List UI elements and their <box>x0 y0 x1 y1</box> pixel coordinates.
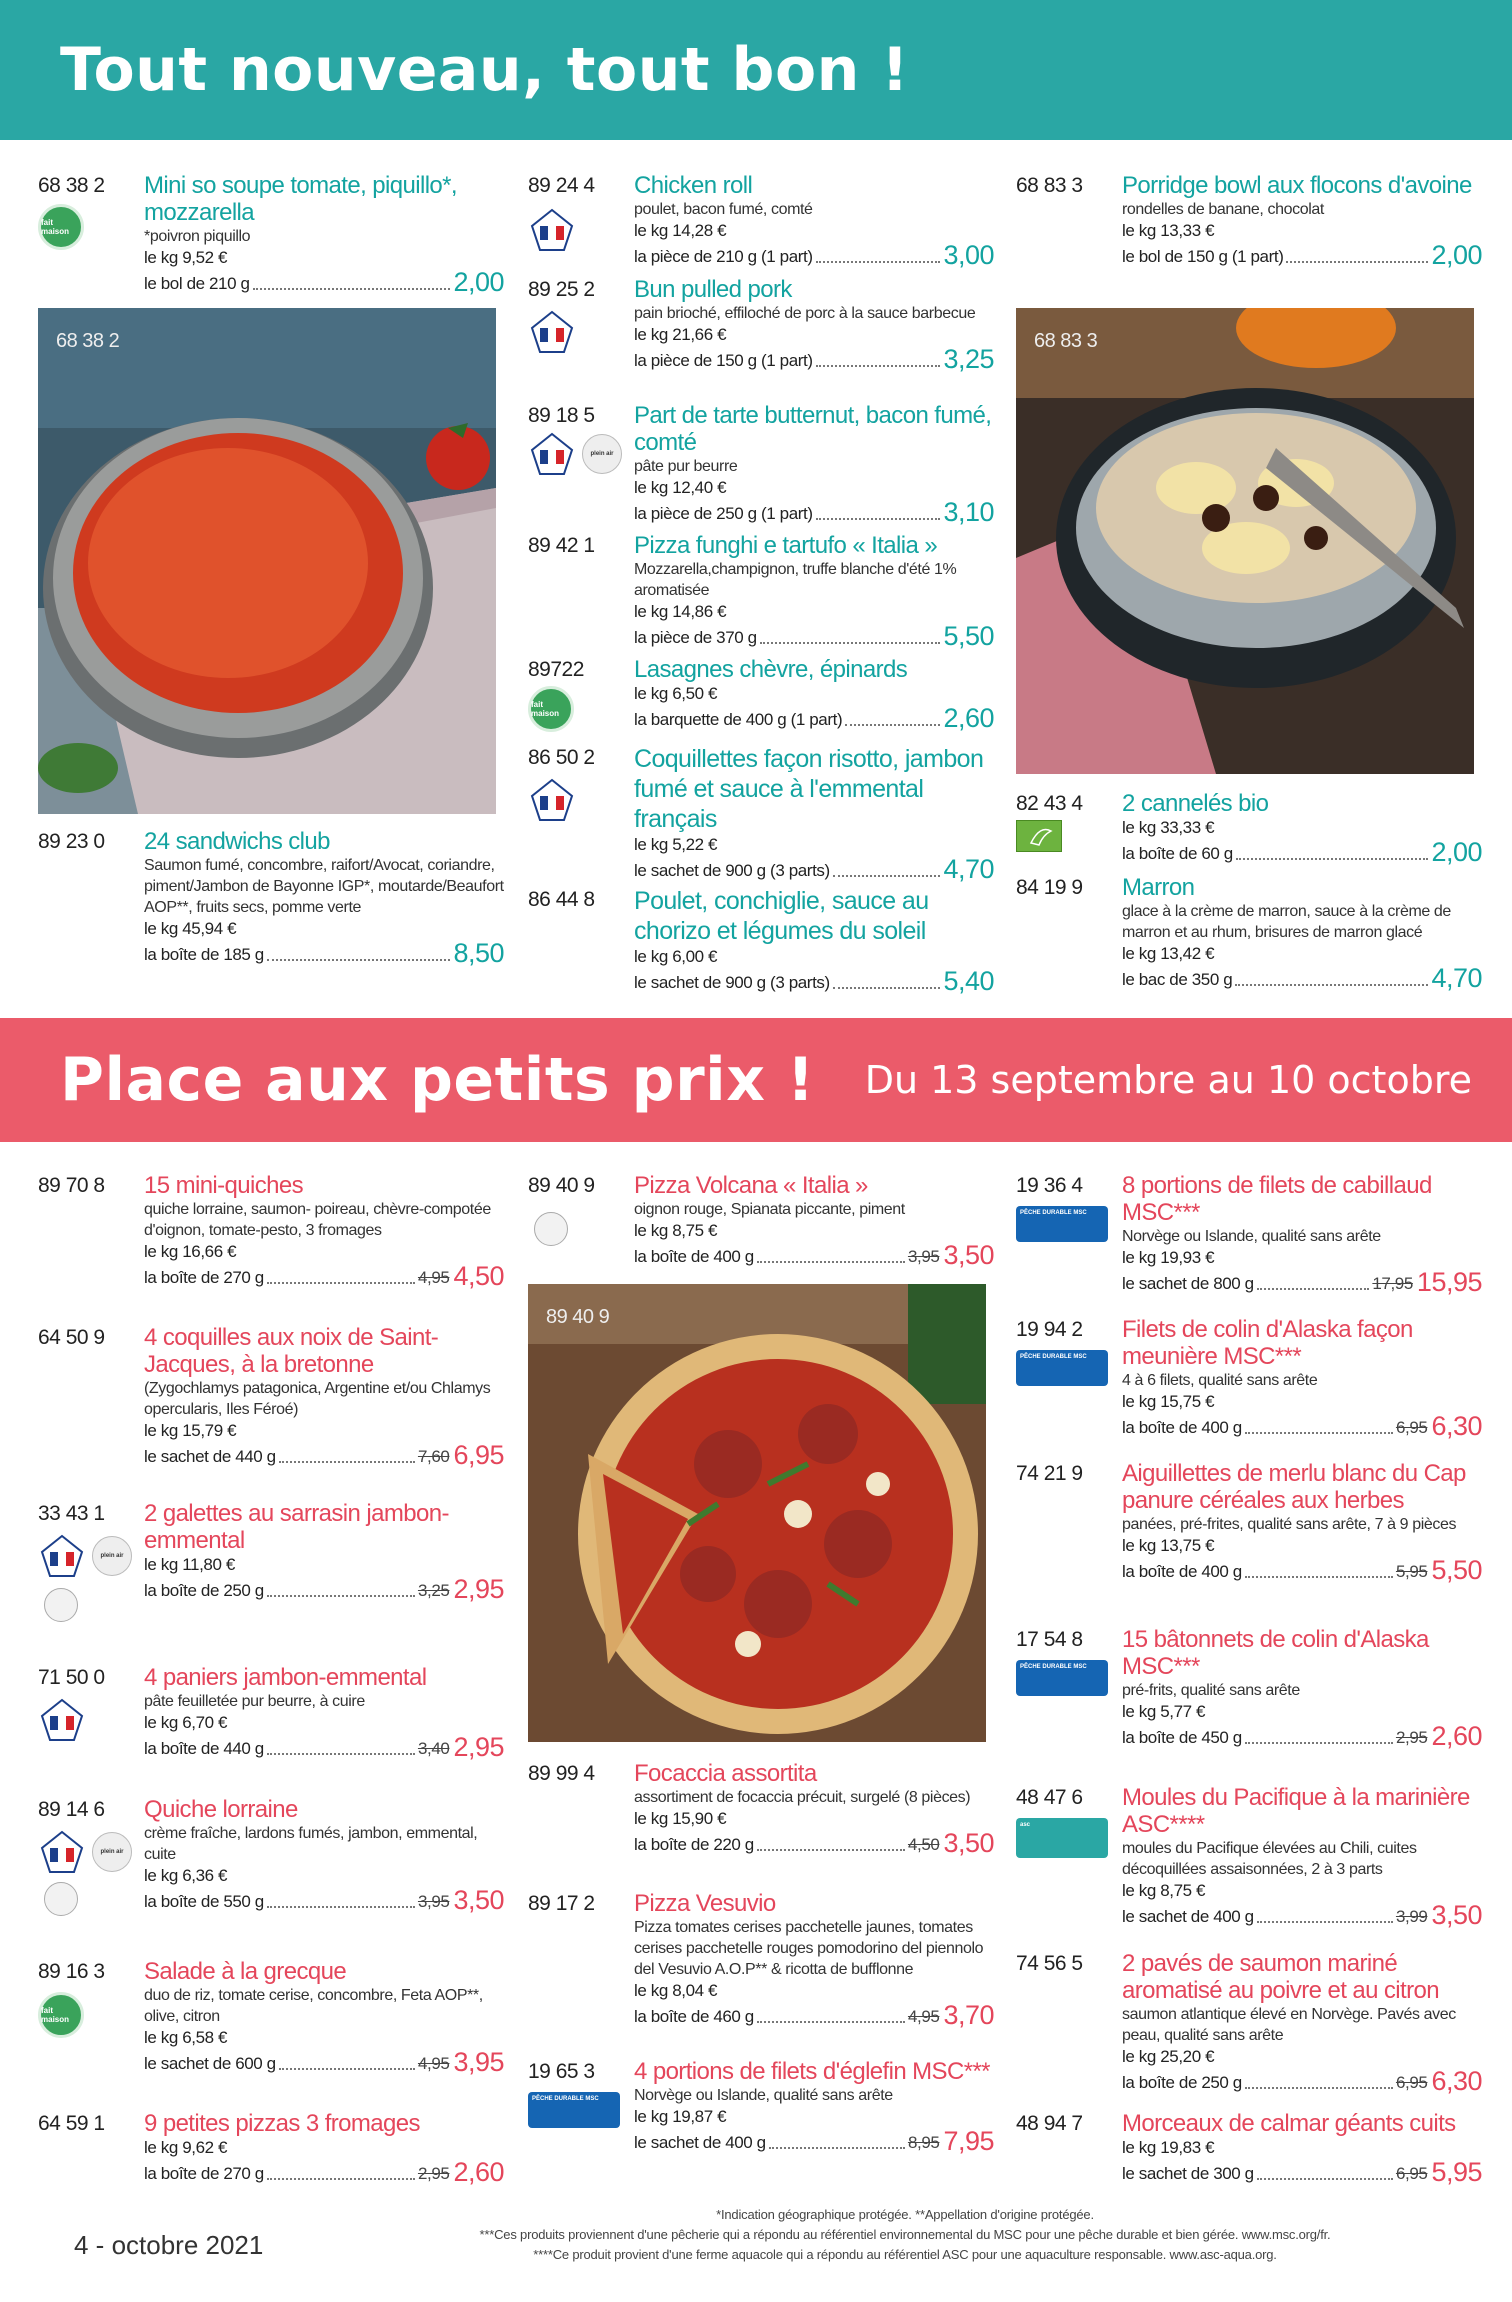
price-per-kg: le kg 5,22 € <box>634 835 718 854</box>
price-line: le sachet de 300 g 6,95 5,95 <box>1122 2157 1482 2187</box>
price-line: la boîte de 270 g 4,95 4,50 <box>144 1261 504 1291</box>
free-range-icon: plein air <box>92 1832 132 1872</box>
top-banner <box>0 0 1512 140</box>
price: 2,60 <box>453 2157 504 2187</box>
product-desc: pâte pur beurre <box>634 458 738 475</box>
product-name: Lasagnes chèvre, épinards <box>634 656 908 683</box>
old-price: 2,95 <box>417 2164 450 2183</box>
price-per-kg: le kg 19,87 € <box>634 2107 727 2126</box>
product-name: Filets de colin d'Alaska façon meunière MSC*** <box>1122 1316 1413 1370</box>
msc-label-icon: PÊCHE DURABLE MSC <box>1016 1350 1108 1386</box>
product-code: 48 47 6 <box>1016 1786 1083 1809</box>
product-desc: moules du Pacifique élevées au Chili, cuites décoquillées assaisonnées, 2 à 3 parts <box>1122 1840 1417 1878</box>
product-code: 89 42 1 <box>528 534 595 557</box>
product-code: 33 43 1 <box>38 1502 105 1525</box>
price-per-kg: le kg 6,70 € <box>144 1713 228 1732</box>
promo-banner-title: Place aux petits prix ! <box>60 1045 815 1115</box>
price-per-kg: le kg 33,33 € <box>1122 818 1215 837</box>
product-name: Bun pulled pork <box>634 276 792 303</box>
product-desc: Mozzarella,champignon, truffe blanche d'été 1% aromatisée <box>634 561 957 599</box>
price-line: le sachet de 900 g (3 parts) 4,70 <box>634 854 994 884</box>
france-origin-icon <box>38 1698 86 1742</box>
price-line: le sachet de 400 g 8,95 7,95 <box>634 2126 994 2156</box>
price-line: le sachet de 800 g 17,95 15,95 <box>1122 1267 1482 1297</box>
old-price: 3,99 <box>1395 1907 1428 1926</box>
photo-code-tag: 89 40 9 <box>546 1306 610 1328</box>
price-per-kg: le kg 45,94 € <box>144 919 237 938</box>
product-name: 24 sandwichs club <box>144 828 330 855</box>
price: 8,50 <box>453 938 504 968</box>
price-per-kg: le kg 15,90 € <box>634 1809 727 1828</box>
product-name: Pizza Volcana « Italia » <box>634 1172 868 1199</box>
photo-code-tag: 68 83 3 <box>1034 330 1098 352</box>
price-line: la pièce de 210 g (1 part) 3,00 <box>634 240 994 270</box>
price: 4,70 <box>943 854 994 884</box>
product-name: 4 paniers jambon-emmental <box>144 1664 427 1691</box>
soup-photo <box>38 308 496 814</box>
price: 2,00 <box>453 267 504 297</box>
old-price: 3,25 <box>417 1581 450 1600</box>
product-desc: assortiment de focaccia précuit, surgelé (8 pièces) <box>634 1789 971 1806</box>
price-line: le sachet de 900 g (3 parts) 5,40 <box>634 966 994 996</box>
product-code: 89 99 4 <box>528 1762 595 1785</box>
price: 5,40 <box>943 966 994 996</box>
product-code: 89 18 5 <box>528 404 595 427</box>
price-line: la boîte de 460 g 4,95 3,70 <box>634 2000 994 2030</box>
price-line: le bol de 210 g 2,00 <box>144 267 504 297</box>
old-price: 4,50 <box>907 1835 940 1854</box>
price-line: la barquette de 400 g (1 part) 2,60 <box>634 703 994 733</box>
france-origin-icon <box>38 1830 86 1874</box>
product-code: 89 23 0 <box>38 830 105 853</box>
price-per-kg: le kg 19,83 € <box>1122 2138 1215 2157</box>
msc-label-icon: PÊCHE DURABLE MSC <box>528 2092 620 2128</box>
price-line: la boîte de 185 g 8,50 <box>144 938 504 968</box>
product-name: Pizza Vesuvio <box>634 1890 776 1917</box>
homemade-badge-icon: fait maison <box>38 1992 84 2038</box>
price-per-kg: le kg 13,75 € <box>1122 1536 1215 1555</box>
price: 3,50 <box>943 1240 994 1270</box>
asc-label-icon: asc <box>1016 1818 1108 1858</box>
product-code: 68 38 2 <box>38 174 105 197</box>
price: 3,00 <box>943 240 994 270</box>
price-per-kg: le kg 9,52 € <box>144 248 228 267</box>
price-line: le sachet de 600 g 4,95 3,95 <box>144 2047 504 2077</box>
price-line: le sachet de 440 g 7,60 6,95 <box>144 1440 504 1470</box>
product-name: 8 portions de filets de cabillaud MSC*** <box>1122 1172 1432 1226</box>
product-desc: Pizza tomates cerises pacchetelle jaunes, tomates cerises pacchetelle rouges pomodorino del piennolo del Vesuvio A.O.P** & ricotta de bufflonne <box>634 1919 984 1978</box>
promo-banner <box>0 1018 1512 1142</box>
old-price: 4,95 <box>417 1268 450 1287</box>
top-banner-title: Tout nouveau, tout bon ! <box>60 35 910 105</box>
price-line: la boîte de 60 g 2,00 <box>1122 837 1482 867</box>
price-per-kg: le kg 9,62 € <box>144 2138 228 2157</box>
old-price: 4,95 <box>417 2054 450 2073</box>
product-code: 48 94 7 <box>1016 2112 1083 2135</box>
promo-banner-dates: Du 13 septembre au 10 octobre <box>864 1058 1472 1102</box>
product-code: 19 65 3 <box>528 2060 595 2083</box>
product-desc: oignon rouge, Spianata piccante, piment <box>634 1201 905 1218</box>
price-line: la boîte de 440 g 3,40 2,95 <box>144 1732 504 1762</box>
price-line: le bol de 150 g (1 part) 2,00 <box>1122 240 1482 270</box>
product-desc: (Zygochlamys patagonica, Argentine et/ou Chlamys opercularis, Iles Féroé) <box>144 1380 491 1418</box>
price: 3,95 <box>453 2047 504 2077</box>
homemade-badge-icon: fait maison <box>528 686 574 732</box>
product-desc: Saumon fumé, concombre, raifort/Avocat, coriandre, piment/Jambon de Bayonne IGP*, moutarde/Beaufort AOP**, fruits secs, pomme verte <box>144 857 504 916</box>
product-name: 15 mini-quiches <box>144 1172 304 1199</box>
price: 2,60 <box>1431 1721 1482 1751</box>
price: 2,00 <box>1431 837 1482 867</box>
old-price: 17,95 <box>1372 1274 1413 1293</box>
product-desc: *poivron piquillo <box>144 228 251 245</box>
product-desc: duo de riz, tomate cerise, concombre, Feta AOP**, olive, citron <box>144 1987 483 2025</box>
price-per-kg: le kg 16,66 € <box>144 1242 237 1261</box>
price-per-kg: le kg 6,36 € <box>144 1866 228 1885</box>
price-line: la pièce de 370 g 5,50 <box>634 621 994 651</box>
product-name: 4 portions de filets d'églefin MSC*** <box>634 2058 990 2085</box>
price-per-kg: le kg 5,77 € <box>1122 1702 1206 1721</box>
price-per-kg: le kg 19,93 € <box>1122 1248 1215 1267</box>
product-desc: pain brioché, effiloché de porc à la sauce barbecue <box>634 305 976 322</box>
price-line: la boîte de 220 g 4,50 3,50 <box>634 1828 994 1858</box>
price: 6,30 <box>1431 2066 1482 2096</box>
price-line: la boîte de 400 g 5,95 5,50 <box>1122 1555 1482 1585</box>
france-origin-icon <box>528 310 576 354</box>
price-per-kg: le kg 8,04 € <box>634 1981 718 2000</box>
product-code: 89 14 6 <box>38 1798 105 1821</box>
product-desc: poulet, bacon fumé, comté <box>634 201 813 218</box>
price: 2,60 <box>943 703 994 733</box>
product-name: Mini so soupe tomate, piquillo*, mozzarella <box>144 172 457 226</box>
price-line: la boîte de 250 g 6,95 6,30 <box>1122 2066 1482 2096</box>
origin-circle-icon <box>44 1588 78 1622</box>
price-per-kg: le kg 11,80 € <box>144 1555 235 1574</box>
price: 3,25 <box>943 344 994 374</box>
price-per-kg: le kg 25,20 € <box>1122 2047 1215 2066</box>
france-origin-icon <box>528 208 576 252</box>
price-per-kg: le kg 14,28 € <box>634 221 727 240</box>
product-code: 89722 <box>528 658 584 681</box>
product-desc: Norvège ou Islande, qualité sans arête <box>634 2087 893 2104</box>
old-price: 3,95 <box>417 1892 450 1911</box>
product-name: 2 cannelés bio <box>1122 790 1269 817</box>
pizza-photo <box>528 1284 986 1742</box>
free-range-icon: plein air <box>92 1536 132 1576</box>
product-code: 64 59 1 <box>38 2112 105 2135</box>
product-desc: pâte feuilletée pur beurre, à cuire <box>144 1693 365 1710</box>
old-price: 2,95 <box>1395 1728 1428 1747</box>
product-code: 68 83 3 <box>1016 174 1083 197</box>
homemade-badge-icon: fait maison <box>38 204 84 250</box>
price-line: la boîte de 270 g 2,95 2,60 <box>144 2157 504 2187</box>
price-per-kg: le kg 14,86 € <box>634 602 727 621</box>
product-code: 74 56 5 <box>1016 1952 1083 1975</box>
product-name: Marron <box>1122 874 1195 901</box>
price: 2,00 <box>1431 240 1482 270</box>
old-price: 5,95 <box>1395 1562 1428 1581</box>
product-name: 2 galettes au sarrasin jambon-emmental <box>144 1500 449 1554</box>
price-line: la boîte de 550 g 3,95 3,50 <box>144 1885 504 1915</box>
photo-code-tag: 68 38 2 <box>56 330 120 352</box>
product-name: Coquillettes façon risotto, jambon fumé et sauce à l'emmental français <box>634 745 984 833</box>
product-desc: rondelles de banane, chocolat <box>1122 201 1324 218</box>
product-desc: quiche lorraine, saumon- poireau, chèvre-compotée d'oignon, tomate-pesto, 3 fromages <box>144 1201 491 1239</box>
price-per-kg: le kg 6,50 € <box>634 684 718 703</box>
product-code: 64 50 9 <box>38 1326 105 1349</box>
price-per-kg: le kg 13,42 € <box>1122 944 1215 963</box>
free-range-icon: plein air <box>582 434 622 474</box>
product-name: Quiche lorraine <box>144 1796 298 1823</box>
product-code: 89 24 4 <box>528 174 595 197</box>
product-desc: pré-frits, qualité sans arête <box>1122 1682 1300 1699</box>
old-price: 6,95 <box>1395 2164 1428 2183</box>
product-code: 71 50 0 <box>38 1666 105 1689</box>
product-code: 89 70 8 <box>38 1174 105 1197</box>
price: 5,50 <box>943 621 994 651</box>
price-per-kg: le kg 6,58 € <box>144 2028 228 2047</box>
footnote-line: ****Ce produit provient d'une ferme aquacole qui a répondu au référentiel ASC pour une aquaculture responsable. www.asc-aqua.org. <box>533 2247 1277 2262</box>
msc-label-icon: PÊCHE DURABLE MSC <box>1016 1206 1108 1242</box>
product-code: 89 40 9 <box>528 1174 595 1197</box>
price: 3,10 <box>943 497 994 527</box>
price-line: la pièce de 250 g (1 part) 3,10 <box>634 497 994 527</box>
product-code: 82 43 4 <box>1016 792 1083 815</box>
price-per-kg: le kg 8,75 € <box>634 1221 718 1240</box>
price: 5,50 <box>1431 1555 1482 1585</box>
price: 6,30 <box>1431 1411 1482 1441</box>
france-origin-icon <box>38 1534 86 1578</box>
price-line: le bac de 350 g 4,70 <box>1122 963 1482 993</box>
product-desc: 4 à 6 filets, qualité sans arête <box>1122 1372 1318 1389</box>
product-name: Part de tarte butternut, bacon fumé, comté <box>634 402 992 456</box>
product-code: 74 21 9 <box>1016 1462 1083 1485</box>
product-name: 15 bâtonnets de colin d'Alaska MSC*** <box>1122 1626 1429 1680</box>
price: 4,50 <box>453 1261 504 1291</box>
bio-leaf-icon <box>1016 820 1062 852</box>
product-name: 4 coquilles aux noix de Saint-Jacques, à la bretonne <box>144 1324 439 1378</box>
product-code: 17 54 8 <box>1016 1628 1083 1651</box>
product-code: 89 17 2 <box>528 1892 595 1915</box>
page-number: 4 - octobre 2021 <box>74 2230 264 2260</box>
product-name: Porridge bowl aux flocons d'avoine <box>1122 172 1472 199</box>
price-line: la boîte de 250 g 3,25 2,95 <box>144 1574 504 1604</box>
price-per-kg: le kg 13,33 € <box>1122 221 1215 240</box>
price: 3,50 <box>1431 1900 1482 1930</box>
product-desc: panées, pré-frites, qualité sans arête, 7 à 9 pièces <box>1122 1516 1457 1533</box>
old-price: 3,95 <box>907 1247 940 1266</box>
price: 3,50 <box>943 1828 994 1858</box>
product-code: 89 16 3 <box>38 1960 105 1983</box>
product-code: 19 36 4 <box>1016 1174 1083 1197</box>
product-desc: crème fraîche, lardons fumés, jambon, emmental, cuite <box>144 1825 478 1863</box>
old-price: 6,95 <box>1395 2073 1428 2092</box>
price: 6,95 <box>453 1440 504 1470</box>
price: 3,50 <box>453 1885 504 1915</box>
price-line: le sachet de 400 g 3,99 3,50 <box>1122 1900 1482 1930</box>
old-price: 8,95 <box>907 2133 940 2152</box>
product-name: Salade à la grecque <box>144 1958 347 1985</box>
price-per-kg: le kg 21,66 € <box>634 325 727 344</box>
product-name: 2 pavés de saumon mariné aromatisé au poivre et au citron <box>1122 1950 1439 2004</box>
product-desc: Norvège ou Islande, qualité sans arête <box>1122 1228 1381 1245</box>
product-code: 84 19 9 <box>1016 876 1083 899</box>
product-code: 86 50 2 <box>528 746 595 769</box>
msc-label-icon: PÊCHE DURABLE MSC <box>1016 1660 1108 1696</box>
price-per-kg: le kg 15,75 € <box>1122 1392 1215 1411</box>
porridge-photo <box>1016 308 1474 774</box>
france-origin-icon <box>528 778 576 822</box>
price: 4,70 <box>1431 963 1482 993</box>
price: 3,70 <box>943 2000 994 2030</box>
product-code: 86 44 8 <box>528 888 595 911</box>
price-line: la boîte de 400 g 6,95 6,30 <box>1122 1411 1482 1441</box>
price-per-kg: le kg 6,00 € <box>634 947 718 966</box>
price: 5,95 <box>1431 2157 1482 2187</box>
product-name: Morceaux de calmar géants cuits <box>1122 2110 1456 2137</box>
price-line: la boîte de 450 g 2,95 2,60 <box>1122 1721 1482 1751</box>
price: 7,95 <box>943 2126 994 2156</box>
footnote-line: ***Ces produits proviennent d'une pêcherie qui a répondu au référentiel environnemental du MSC pour une pêche durable et bien gérée. www.msc.org/fr. <box>479 2227 1331 2242</box>
price-per-kg: le kg 8,75 € <box>1122 1881 1206 1900</box>
product-name: 9 petites pizzas 3 fromages <box>144 2110 420 2137</box>
price-per-kg: le kg 12,40 € <box>634 478 727 497</box>
product-name: Aiguillettes de merlu blanc du Cap panure céréales aux herbes <box>1122 1460 1466 1514</box>
product-name: Moules du Pacifique à la marinière ASC**** <box>1122 1784 1470 1838</box>
old-price: 4,95 <box>907 2007 940 2026</box>
product-name: Chicken roll <box>634 172 753 199</box>
old-price: 6,95 <box>1395 1418 1428 1437</box>
price: 2,95 <box>453 1574 504 1604</box>
price: 15,95 <box>1416 1267 1482 1297</box>
old-price: 7,60 <box>417 1447 450 1466</box>
origin-circle-icon <box>534 1212 568 1246</box>
product-code: 89 25 2 <box>528 278 595 301</box>
price: 2,95 <box>453 1732 504 1762</box>
product-desc: glace à la crème de marron, sauce à la crème de marron et au rhum, brisures de marron glacé <box>1122 903 1451 941</box>
product-name: Poulet, conchiglie, sauce au chorizo et légumes du soleil <box>634 887 929 945</box>
product-name: Focaccia assortita <box>634 1760 817 1787</box>
product-name: Pizza funghi e tartufo « Italia » <box>634 532 938 559</box>
origin-circle-icon <box>44 1882 78 1916</box>
old-price: 3,40 <box>417 1739 450 1758</box>
product-code: 19 94 2 <box>1016 1318 1083 1341</box>
product-desc: saumon atlantique élevé en Norvège. Pavés avec peau, qualité sans arête <box>1122 2006 1456 2044</box>
price-line: la pièce de 150 g (1 part) 3,25 <box>634 344 994 374</box>
price-line: la boîte de 400 g 3,95 3,50 <box>634 1240 994 1270</box>
price-per-kg: le kg 15,79 € <box>144 1421 237 1440</box>
france-origin-icon <box>528 432 576 476</box>
footnote-line: *Indication géographique protégée. **Appellation d'origine protégée. <box>716 2207 1094 2222</box>
footnotes <box>330 2205 1480 2265</box>
